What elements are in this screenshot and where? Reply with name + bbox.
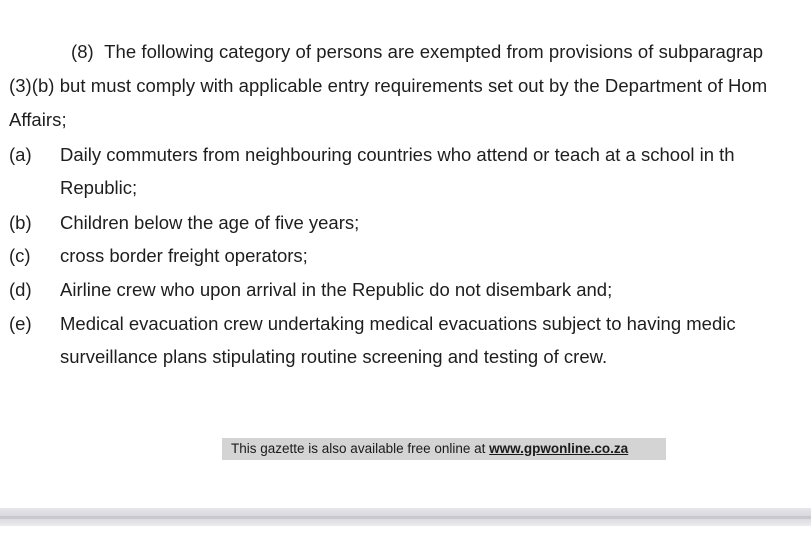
item-d-label: (d) bbox=[9, 279, 32, 300]
item-e-text-1: Medical evacuation crew undertaking medical evacuations subject to having medic bbox=[60, 313, 736, 334]
item-a-label: (a) bbox=[9, 144, 32, 165]
item-a-text-2: Republic; bbox=[60, 177, 138, 198]
paragraph-8-line-1 bbox=[71, 40, 763, 64]
paragraph-8-line-2: (3)(b) but must comply with applicable entry requirements set out by the Department of Hom bbox=[9, 75, 768, 96]
item-c-label: (c) bbox=[9, 245, 31, 266]
item-a-text-1: Daily commuters from neighbouring countries who attend or teach at a school in th bbox=[60, 144, 735, 165]
item-d-text: Airline crew who upon arrival in the Republic do not disembark and; bbox=[60, 279, 613, 300]
paragraph-number: (8) bbox=[71, 41, 94, 62]
gazette-footer-note bbox=[222, 438, 666, 460]
paragraph-text-1: The following category of persons are exempted from provisions of subparagrap bbox=[104, 41, 764, 62]
item-c-text: cross border freight operators; bbox=[60, 245, 308, 266]
footer-text: This gazette is also available free online at bbox=[231, 441, 490, 456]
item-b-text: Children below the age of five years; bbox=[60, 212, 360, 233]
item-b-label: (b) bbox=[9, 212, 32, 233]
item-e-text-2: surveillance plans stipulating routine screening and testing of crew. bbox=[60, 346, 608, 367]
paragraph-8-line-3: Affairs; bbox=[9, 109, 67, 130]
footer-url-link[interactable]: www.gpwonline.co.za bbox=[489, 441, 629, 456]
item-e-label: (e) bbox=[9, 313, 32, 334]
page-bottom-divider bbox=[0, 516, 811, 519]
